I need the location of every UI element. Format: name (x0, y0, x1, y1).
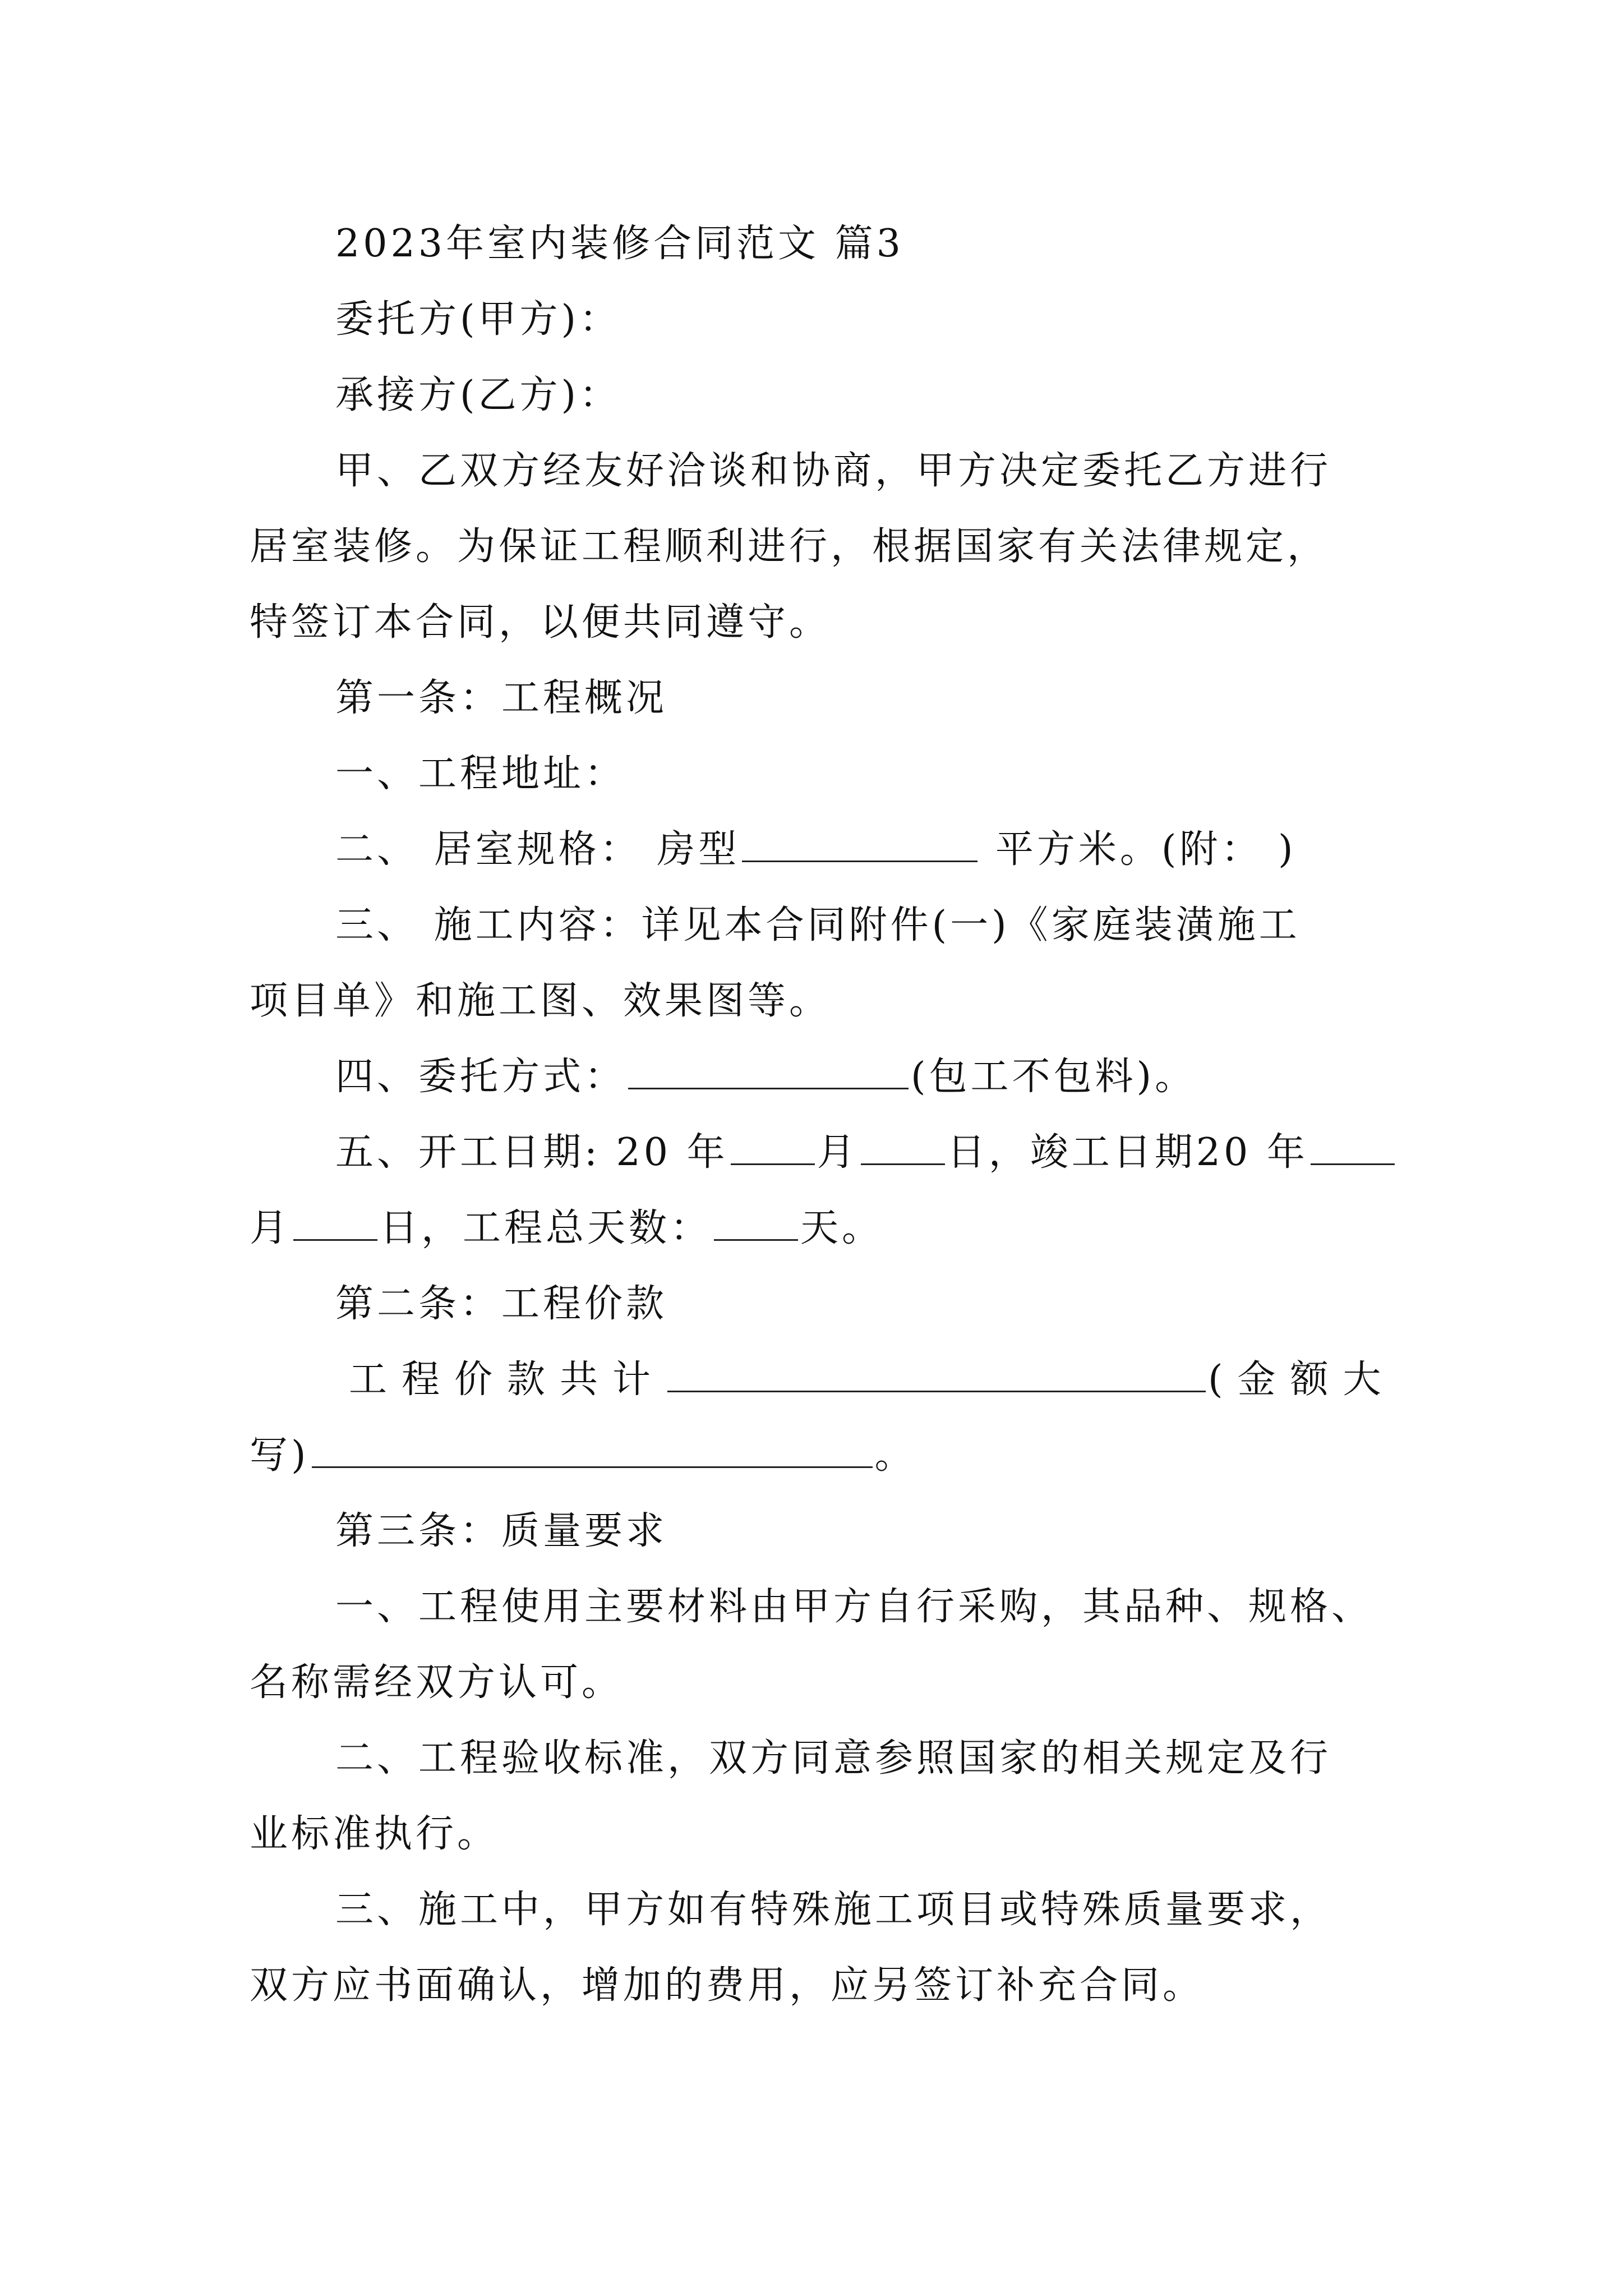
room-spec-label: 二、 居室规格： 房型 (335, 827, 740, 872)
room-type-blank[interactable] (742, 855, 978, 862)
finish-date-label: 日，竣工日期20 年 (947, 1130, 1308, 1175)
room-area-label: 平方米。(附： ) (995, 827, 1297, 872)
price-amount-blank[interactable] (667, 1385, 1206, 1392)
intro-line-2: 居室装修。为保证工程顺利进行，根据国家有关法律规定， (250, 524, 1329, 569)
finish-year-blank[interactable] (1311, 1158, 1395, 1165)
price-total-label: 工程价款共计 (349, 1358, 666, 1402)
quality-item2-line-2: 业标准执行。 (250, 1812, 499, 1856)
start-day-blank[interactable] (861, 1158, 945, 1165)
project-address: 一、工程地址： (335, 752, 626, 796)
intro-line-1: 甲、乙双方经友好洽谈和协商，甲方决定委托乙方进行 (335, 449, 1332, 493)
start-month-blank[interactable] (731, 1158, 815, 1165)
quality-item2-line-1: 二、工程验收标准，双方同意参照国家的相关规定及行 (335, 1736, 1332, 1780)
price-line-1 (0, 1355, 1623, 1405)
commission-method-note: (包工不包料)。 (911, 1055, 1197, 1099)
schedule-line-2 (0, 1203, 1623, 1254)
commission-method-label: 四、委托方式： (335, 1055, 626, 1099)
work-content-line-2: 项目单》和施工图、效果图等。 (250, 979, 831, 1023)
quality-item1-line-1: 一、工程使用主要材料由甲方自行采购，其品种、规格、 (335, 1585, 1373, 1629)
total-days-label: 日，工程总天数： (380, 1206, 712, 1250)
article2-heading: 第二条：工程价款 (335, 1282, 668, 1326)
price-period: 。 (874, 1433, 916, 1478)
price-write-label: 写) (250, 1433, 310, 1478)
quality-item3-line-1: 三、施工中，甲方如有特殊施工项目或特殊质量要求， (335, 1888, 1332, 1932)
quality-item1-line-2: 名称需经双方认可。 (250, 1660, 624, 1705)
schedule-line-1 (0, 1128, 1623, 1178)
quality-item3-line-2: 双方应书面确认，增加的费用，应另签订补充合同。 (250, 1963, 1205, 2008)
start-month-label: 月 (817, 1130, 859, 1175)
work-content-line-1: 三、 施工内容：详见本合同附件(一)《家庭装潢施工 (335, 903, 1301, 947)
commission-method-blank[interactable] (628, 1082, 909, 1089)
price-line-2 (0, 1430, 1623, 1481)
commission-method-line (0, 1052, 1623, 1102)
price-capital-blank[interactable] (312, 1461, 873, 1468)
start-date-label: 五、开工日期: 20 年 (335, 1130, 728, 1175)
finish-day-blank[interactable] (293, 1234, 377, 1241)
finish-month-label: 月 (250, 1206, 292, 1250)
total-days-blank[interactable] (714, 1234, 798, 1241)
room-spec-line (0, 825, 1623, 875)
article3-heading: 第三条：质量要求 (335, 1509, 668, 1553)
party-b-label: 承接方(乙方)： (335, 373, 621, 417)
doc-title: 2023年室内装修合同范文 篇3 (335, 222, 904, 266)
article1-heading: 第一条：工程概况 (335, 676, 668, 720)
price-capital-label: (金额大 (1208, 1358, 1396, 1402)
party-a-label: 委托方(甲方)： (335, 297, 621, 342)
days-unit: 天。 (800, 1206, 884, 1250)
intro-line-3: 特签订本合同，以便共同遵守。 (250, 600, 831, 645)
